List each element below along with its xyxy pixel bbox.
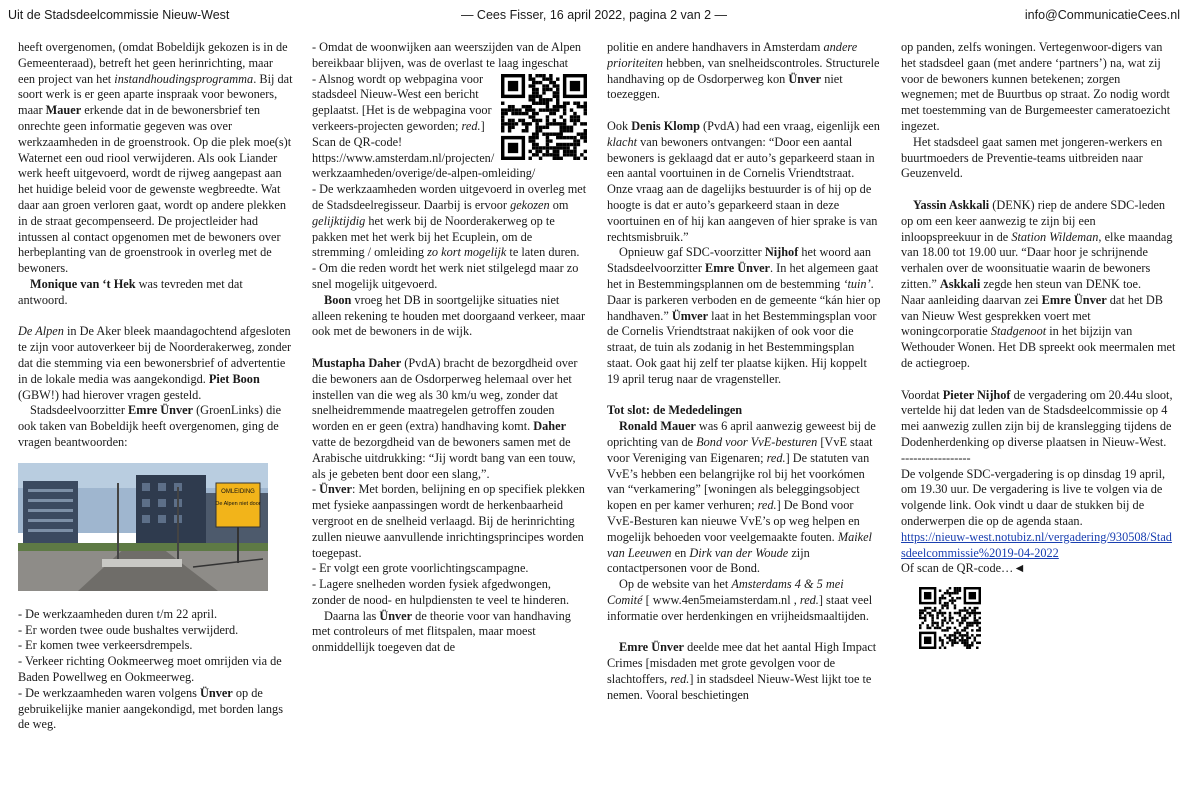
- meeting-link[interactable]: https://nieuw-west.notubiz.nl/vergadering/930508/Stadsdeelcommissie%2019-04-2022: [901, 529, 1172, 560]
- page-header: [0, 0, 1188, 28]
- paragraph: op panden, zelfs woningen. Vertegenwoor-digers van het stadsdeel gaan (met andere ‘partners’) na, wat zij voor de bewoners kunnen betekenen; zorgen wegnemen; met de Buurtbus op straat. Zo nodig wordt met toestemming van de Burgemeester cameratoezicht ingezet.: [901, 40, 1171, 133]
- paragraph: - Er volgt een grote voorlichtingscampagne.: [312, 561, 529, 576]
- list-item: - Verkeer richting Ookmeerweg moet omrijden via de Baden Powellweg en Ookmeerweg.: [18, 654, 282, 684]
- paragraph: - Alsnog wordt op webpagina voor stadsdeel Nieuw-West een bericht geplaatst. [Het is de webpagina voor verkeers-projecten geworden; red.] Scan de QR-code!: [312, 71, 492, 149]
- paragraph: De Alpen in De Aker bleek maandagochtend afgesloten te zijn voor autoverkeer bij de Noorderakerweg, zonder dat die stemming via een bewonersbrief of advertentie in de lokale media was aangekondigd. Piet Boon (GBW!) had hierover vragen gesteld.: [18, 324, 292, 402]
- paragraph: Of scan de QR-code…◄: [901, 561, 1026, 576]
- street-photo: [18, 463, 268, 591]
- paragraph: Daarna las Ünver de theorie voor van handhaving met controleurs of met flitspalen, maar moest onmiddellijk toegeven dat de: [312, 608, 571, 655]
- header-email: info@CommunicatieCees.nl: [1024, 8, 1180, 22]
- header-author-date: — Cees Fisser, 16 april 2022, pagina 2 van 2 —: [460, 8, 728, 22]
- paragraph: De volgende SDC-vergadering is op dinsdag 19 april, om 19.30 uur. De vergadering is live te volgen via de volgende link. Ook vindt u daar de stukken bij de onderwerpen die op de agenda staan.: [901, 466, 1166, 528]
- column-2: [312, 40, 587, 796]
- paragraph: Ook Denis Klomp (PvdA) had een vraag, eigenlijk een klacht van bewoners ontvangen: “Door een aantal bewoners is geklaagd dat er auto’s geparkeerd staan in een aantal voortuinen in de Cornelis Vriendtstraat. Onze vraag aan de dagelijks bestuurder is of hij op de hoogte is dat er auto’s geparkeerd staan in deze voortuinen en of hij kan aangeven of hier sprake is van rechtsmisbruik.”: [607, 118, 880, 244]
- qr-code[interactable]: [501, 74, 587, 160]
- qr-code[interactable]: [919, 587, 981, 649]
- paragraph: Op de website van het Amsterdams 4 & 5 mei Comité [ www.4en5meiamsterdam.nl , red.] staat veel informatie over herdenkingen en vrijheidsmaaltijden.: [607, 577, 873, 623]
- column-4: [901, 40, 1176, 796]
- column-1: [18, 40, 293, 796]
- paragraph: - Ünver: Met borden, belijning en op specifiek plekken met fysieke aanpassingen wordt de herkenbaarheid vergroot en de snelheid verlaagd. Bij de herinrichting zullen nieuwe aanvullende inrichtingsprincipes worden toegepast.: [312, 482, 585, 560]
- url-text: https://www.amsterdam.nl/projecten/werkzaamheden/overige/de-alpen-omleiding/: [312, 150, 536, 181]
- paragraph: Stadsdeelvoorzitter Emre Ünver (GroenLinks) die ook taken van Bobeldijk heeft overgenomen, ging de vragen beantwoorden:: [18, 403, 282, 449]
- paragraph: Boon vroeg het DB in soortgelijke situaties niet alleen rekening te houden met doorgaand verkeer, maar ook met de bewoners in de wijk.: [312, 292, 586, 339]
- list-item: - Er komen twee verkeersdrempels.: [18, 638, 193, 653]
- paragraph: Yassin Askkali (DENK) riep de andere SDC-leden op om een keer aanwezig te zijn bij een inloopspreekuur in de Station Wildeman, elke maandag van 18.00 tot 19.00 uur. “Daar hoor je schrijnende verhalen over de woonsituatie waarin de bewoners zitten.” Askkali zegde hen steun van DENK toe.: [901, 197, 1173, 291]
- header-publication: Uit de Stadsdeelcommissie Nieuw-West: [8, 8, 230, 22]
- paragraph: Ronald Mauer was 6 april aanwezig geweest bij de oprichting van de Bond voor VvE-besturen [VvE staat voor Vereniging van Eigenaren; red.] De statuten van VvE’s hebben een belangrijke rol bij het voorkómen van “verkamering” [woningen als beleggingsobject kopen en per kamer verhuren; red.] De Bond voor VvE-Besturen kan nieuwe VvE’s op weg helpen en mogelijk behoeden voor veelgemaakte fouten. Maikel van Leeuwen en Dirk van der Woude zijn contactpersonen voor de Bond.: [607, 419, 876, 576]
- paragraph: Naar aanleiding daarvan zei Emre Ünver dat het DB van Nieuw West gesprekken voert met woningcorporatie Stadgenoot in het bijzijn van Wethouder Wonen. Het DB spreekt ook meermalen met de actiegroep.: [901, 292, 1176, 370]
- separator: -----------------: [901, 450, 971, 465]
- paragraph: Mustapha Daher (PvdA) bracht de bezorgdheid over die bewoners aan de Osdorperweg helemaal over het instellen van die weg als 30 km/u weg, zonder dat snelheidremmende maatregelen getroffen zouden worden en er geen (extra) handhaving komt. Daher vatte de bezorgdheid van de bewoners samen met de Arabische uitdrukking: “Jij wordt bang van een touw, als je gebeten bent door een slang,”.: [312, 355, 578, 481]
- list-item: - De werkzaamheden waren volgens Ünver op de gebruikelijke manier aangekondigd, met borden langs de weg.: [18, 685, 283, 732]
- paragraph: politie en andere handhavers in Amsterdam andere prioriteiten hebben, van snelheidscontroles. Structurele handhaving op de Osdorperweg kon Ünver niet toezeggen.: [607, 40, 880, 102]
- paragraph: Voordat Pieter Nijhof de vergadering om 20.44u sloot, vertelde hij dat leden van de Stadsdeelcommissie op 4 mei aanwezig zullen zijn bij de kranslegging tijdens de Dodenherdenking op diverse plaatsen in Nieuw-West.: [901, 387, 1173, 449]
- paragraph: Opnieuw gaf SDC-voorzitter Nijhof het woord aan Stadsdeelvoorzitter Emre Ünver. In het algemeen gaat het in Bestemmingsplannen om de bestemming ‘tuin’. Daar is parkeren verboden en de gemeente “kán hier op handhaven.” Ümver laat in het Bestemmingsplan voor de Cornelis Vriendtstraat nakijken of ook voor die straat, de tuin als zodanig in het Bestemmingsplan staat. Ook gaat hij zelf ter plaatse kijken. Hij koppelt 19 april terug naar de vragensteller.: [607, 245, 881, 386]
- paragraph: Monique van ‘t Hek was tevreden met dat antwoord.: [18, 276, 243, 307]
- paragraph: Het stadsdeel gaat samen met jongeren-werkers en buurtmoeders de Preventie-teams uitbreiden naar Geuzenveld.: [901, 134, 1163, 181]
- paragraph: Emre Ünver deelde mee dat het aantal High Impact Crimes [misdaden met grote gevolgen voor de slachtoffers, red.] in stadsdeel Nieuw-West lijkt toe te nemen. Vooral beschietingen: [607, 640, 877, 702]
- list-item: - De werkzaamheden duren t/m 22 april.: [18, 606, 218, 621]
- paragraph: - Lagere snelheden worden fysiek afgedwongen, zonder de nood- en hulpdiensten te veel te hinderen.: [312, 577, 570, 607]
- sign-top-text: OMLEIDING: [221, 488, 255, 495]
- paragraph: - Omdat de woonwijken aan weerszijden van de Alpen bereikbaar blijven, was de overlast te laag ingeschat: [312, 40, 582, 70]
- sign-text: De Alpen niet door: [215, 500, 261, 507]
- column-3: [607, 40, 882, 796]
- section-heading: Tot slot: de Mededelingen: [607, 403, 743, 418]
- list-item: - Er worden twee oude bushaltes verwijderd.: [18, 622, 239, 637]
- paragraph: heeft overgenomen, (omdat Bobeldijk gekozen is in de Gemeenteraad), betreft het geen herinrichting, maar een project van het instandhoudingsprogramma. Bij dat soort werk is er geen aparte inspraak voor bewoners, maar Mauer erkende dat in de bewonersbrief ten onrechte geen informatie gegeven was over werkzaamheden in de groenstrook. Op die plek moe(s)t Waternet een oud riool verwijderen. Als ook Liander werk heeft uitgevoerd, wordt de rijweg aangepast aan het huidige beleid voor de gewenste wegbreedte. Wat daar aan groen verloren gaat, wordt op andere plekken in de straat gecompenseerd. De projectleider had intussen al contact opgenomen met de bewoners over herbeplanting van de groenstrook in overleg met de bewoners.: [18, 40, 293, 276]
- paragraph: - De werkzaamheden worden uitgevoerd in overleg met de Stadsdeelregisseur. Daarbij is ervoor gekozen om gelijktijdig het werk bij de Noorderakerweg op te pakken met het werk bij het Ecuplein, om de stremming / omleiding zo kort mogelijk te laten duren.: [312, 182, 587, 260]
- paragraph: - Om die reden wordt het werk niet stilgelegd maar zo snel mogelijk uitgevoerd.: [312, 261, 579, 291]
